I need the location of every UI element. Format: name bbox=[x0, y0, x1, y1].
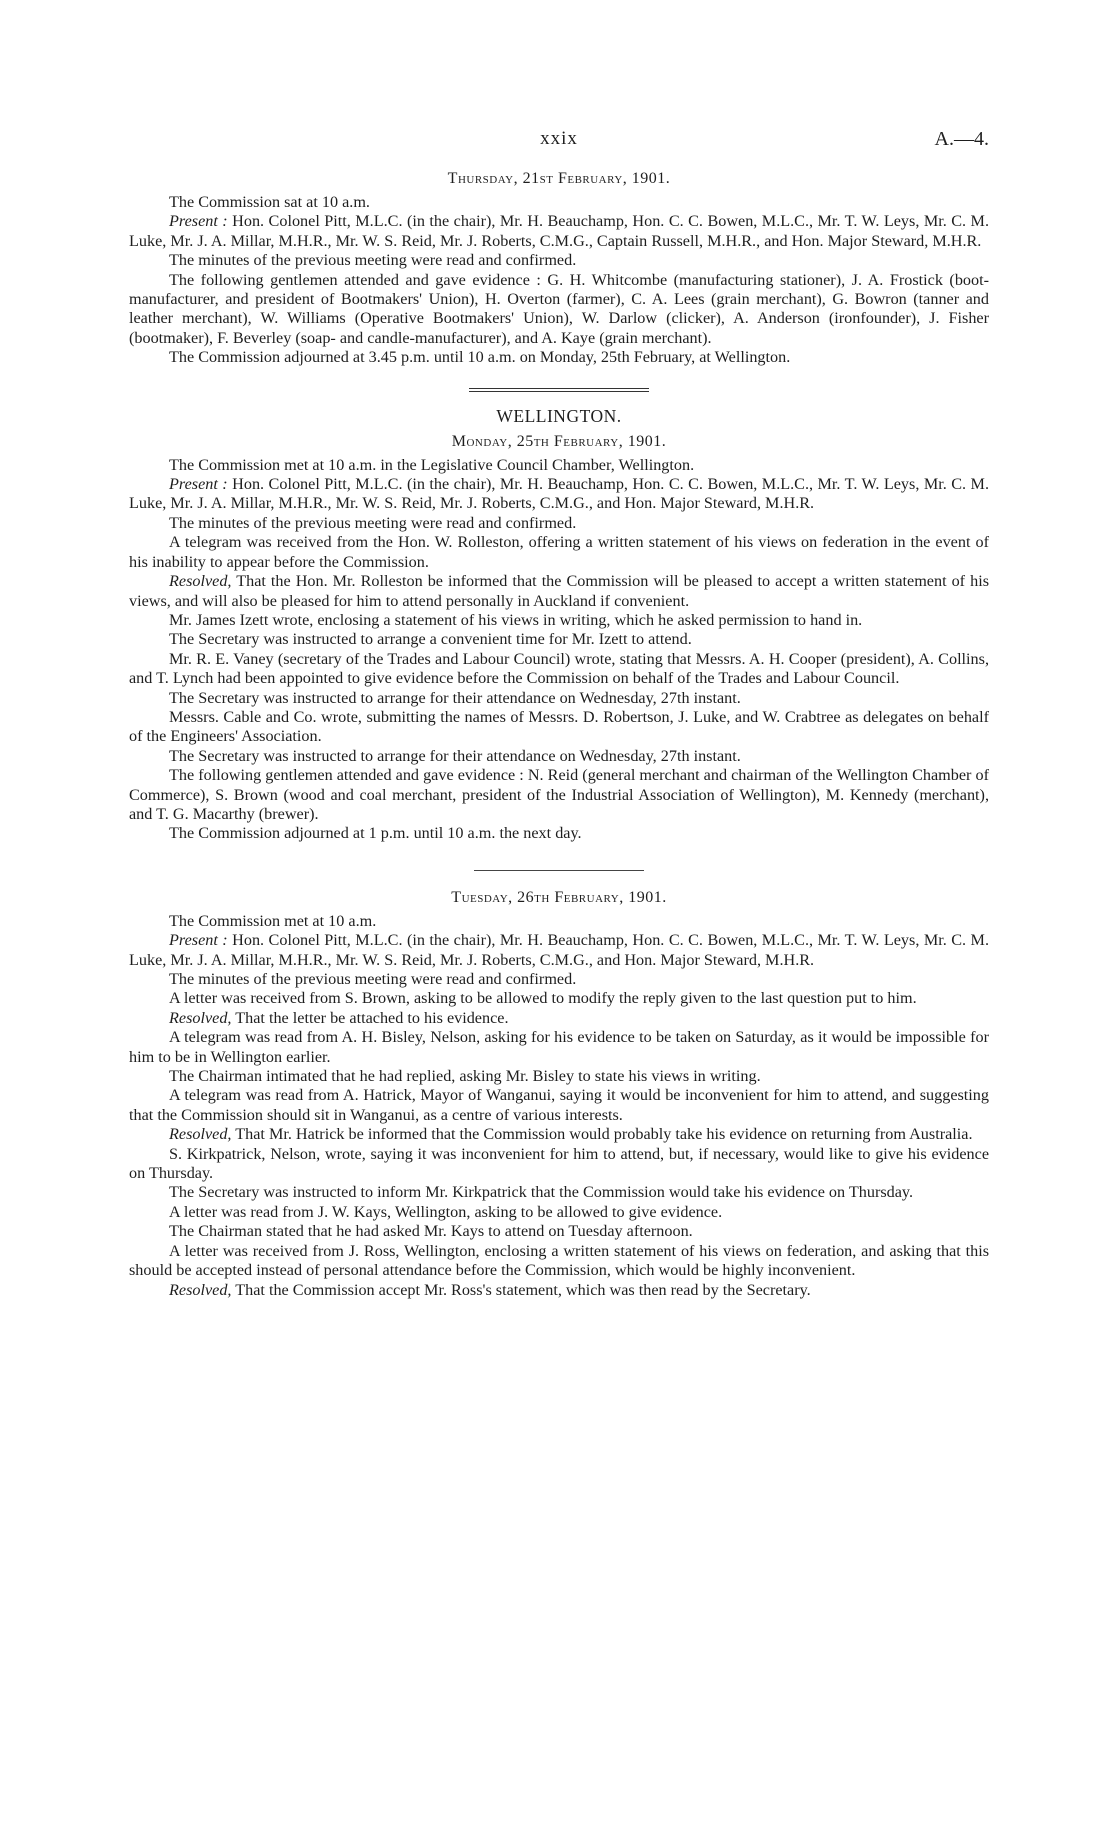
paragraph-lead: Resolved, bbox=[169, 1008, 232, 1027]
paragraph-text: That the letter be attached to his evidence. bbox=[231, 1008, 509, 1027]
section-body bbox=[129, 456, 989, 844]
paragraph-text: Mr. James Izett wrote, enclosing a statement of his views in writing, which he asked permission to hand in. bbox=[169, 610, 863, 629]
minutes-paragraph bbox=[129, 514, 989, 533]
section-body bbox=[129, 193, 989, 368]
paragraph-text: The Secretary was instructed to arrange a convenient time for Mr. Izett to attend. bbox=[169, 630, 692, 649]
minutes-paragraph bbox=[129, 912, 989, 931]
minutes-paragraph bbox=[129, 650, 989, 689]
paragraph-text: A telegram was received from the Hon. W. Rolleston, offering a written statement of his views on federation in the event of his inability to appear before the Commission. bbox=[129, 533, 989, 571]
paragraph-lead: Present : bbox=[169, 475, 228, 494]
paragraph-text: The following gentlemen attended and gave evidence : N. Reid (general merchant and chairman of the Wellington Chamber of Commerce), S. Brown (wood and coal merchant, president of the Industrial Association of Wellington), M. Kennedy (merchant), and T. G. Macarthy (brewer). bbox=[129, 766, 989, 823]
minutes-paragraph bbox=[129, 1009, 989, 1028]
paragraph-text: Hon. Colonel Pitt, M.L.C. (in the chair), Mr. H. Beauchamp, Hon. C. C. Bowen, M.L.C., Mr. T. W. Leys, Mr. C. M. Luke, Mr. J. A. Millar, M.H.R., Mr. W. S. Reid, Mr. J. Roberts, C.M.G., and Hon. Major Steward, M.H.R. bbox=[129, 931, 989, 969]
paragraph-text: That the Commission accept Mr. Ross's statement, which was then read by the Secretary. bbox=[231, 1280, 811, 1299]
minutes-paragraph bbox=[129, 456, 989, 475]
document-reference: A.—4. bbox=[934, 128, 989, 150]
minutes-paragraph bbox=[129, 475, 989, 514]
minutes-paragraph bbox=[129, 1183, 989, 1202]
section-thursday bbox=[129, 170, 989, 368]
paragraph-text: The following gentlemen attended and gave evidence : G. H. Whitcombe (manufacturing stationer), J. A. Frostick (boot-manufacturer, and president of Bootmakers' Union), H. Overton (farmer), C. A. Lees (grain merchant), G. Bowron (tanner and leather merchant), W. Williams (Operative Bootmakers' Union), W. Darlow (clicker), A. Anderson (ironfounder), J. Fisher (bootmaker), F. Beverley (soap- and candle-manufacturer), and A. Kaye (grain merchant). bbox=[129, 270, 989, 347]
paragraph-text: The Commission met at 10 a.m. in the Legislative Council Chamber, Wellington. bbox=[169, 455, 695, 474]
paragraph-text: A letter was received from S. Brown, asking to be allowed to modify the reply given to the last question put to him. bbox=[169, 989, 917, 1008]
minutes-paragraph bbox=[129, 1222, 989, 1241]
paragraph-text: The Commission adjourned at 3.45 p.m. until 10 a.m. on Monday, 25th February, at Wellington. bbox=[169, 348, 791, 367]
paragraph-lead: Present : bbox=[169, 212, 228, 231]
paragraph-text: The minutes of the previous meeting were read and confirmed. bbox=[169, 970, 577, 988]
minutes-paragraph bbox=[129, 533, 989, 572]
section-monday bbox=[129, 406, 989, 844]
section-body bbox=[129, 912, 989, 1300]
minutes-paragraph bbox=[129, 931, 989, 970]
minutes-paragraph bbox=[129, 989, 989, 1008]
section-divider bbox=[474, 870, 644, 871]
paragraph-text: The Commission met at 10 a.m. bbox=[169, 911, 377, 930]
paragraph-text: A telegram was read from A. Hatrick, Mayor of Wanganui, saying it would be inconvenient for him to attend, and suggesting that the Commission should sit in Wanganui, as a centre of various interests. bbox=[129, 1086, 989, 1124]
minutes-paragraph bbox=[129, 1067, 989, 1086]
paragraph-text: Messrs. Cable and Co. wrote, submitting the names of Messrs. D. Robertson, J. Luke, and W. Crabtree as delegates on behalf of the Engineers' Association. bbox=[129, 707, 989, 746]
minutes-paragraph bbox=[129, 766, 989, 824]
paragraph-text: A letter was received from J. Ross, Wellington, enclosing a written statement of his views on federation, and asking that this should be accepted instead of personal attendance before the Commission, which would be highly inconvenient. bbox=[129, 1241, 989, 1280]
minutes-paragraph bbox=[129, 611, 989, 630]
page-number: xxix bbox=[540, 128, 578, 149]
paragraph-lead: Present : bbox=[169, 931, 228, 950]
minutes-paragraph bbox=[129, 1086, 989, 1125]
minutes-paragraph bbox=[129, 1281, 989, 1300]
paragraph-text: The minutes of the previous meeting were read and confirmed. bbox=[169, 513, 577, 532]
minutes-paragraph bbox=[129, 212, 989, 251]
minutes-paragraph bbox=[129, 630, 989, 649]
minutes-paragraph bbox=[129, 1028, 989, 1067]
document-page bbox=[129, 128, 989, 1300]
minutes-paragraph bbox=[129, 824, 989, 843]
paragraph-lead: Resolved, bbox=[169, 1280, 232, 1299]
section-divider bbox=[469, 388, 649, 392]
section-place: WELLINGTON. bbox=[496, 405, 622, 426]
minutes-paragraph bbox=[129, 1125, 989, 1144]
section-date: Thursday, 21st February, 1901. bbox=[447, 170, 671, 187]
paragraph-text: The minutes of the previous meeting were read and confirmed. bbox=[169, 251, 577, 270]
section-date: Monday, 25th February, 1901. bbox=[451, 432, 667, 450]
minutes-paragraph bbox=[129, 689, 989, 708]
section-date: Tuesday, 26th February, 1901. bbox=[451, 888, 667, 906]
minutes-paragraph bbox=[129, 348, 989, 367]
paragraph-lead: Resolved, bbox=[169, 1125, 232, 1144]
paragraph-text: S. Kirkpatrick, Nelson, wrote, saying it was inconvenient for him to attend, but, if necessary, would like to give his evidence on Thursday. bbox=[129, 1144, 989, 1183]
minutes-paragraph bbox=[129, 251, 989, 270]
paragraph-text: Mr. R. E. Vaney (secretary of the Trades and Labour Council) wrote, stating that Messrs. A. H. Cooper (president), A. Collins, and T. Lynch had been appointed to give evidence before the Commission on behalf of the Trades and Labour Council. bbox=[129, 649, 989, 688]
paragraph-text: The Chairman stated that he had asked Mr. Kays to attend on Tuesday afternoon. bbox=[169, 1222, 693, 1241]
paragraph-text: Hon. Colonel Pitt, M.L.C. (in the chair), Mr. H. Beauchamp, Hon. C. C. Bowen, M.L.C., Mr. T. W. Leys, Mr. C. M. Luke, Mr. J. A. Millar, M.H.R., Mr. W. S. Reid, Mr. J. Roberts, C.M.G., and Hon. Major Steward, M.H.R. bbox=[129, 475, 989, 513]
paragraph-text: The Secretary was instructed to arrange for their attendance on Wednesday, 27th instant. bbox=[169, 688, 741, 707]
paragraph-text: The Secretary was instructed to inform Mr. Kirkpatrick that the Commission would take his evidence on Thursday. bbox=[169, 1183, 914, 1202]
minutes-paragraph bbox=[129, 970, 989, 989]
paragraph-text: That Mr. Hatrick be informed that the Commission would probably take his evidence on returning from Australia. bbox=[231, 1125, 973, 1144]
paragraph-text: The Secretary was instructed to arrange for their attendance on Wednesday, 27th instant. bbox=[169, 746, 741, 765]
paragraph-text: The Chairman intimated that he had replied, asking Mr. Bisley to state his views in writing. bbox=[169, 1067, 761, 1086]
paragraph-text: A telegram was read from A. H. Bisley, Nelson, asking for his evidence to be taken on Saturday, as it would be impossible for him to be in Wellington earlier. bbox=[129, 1028, 989, 1066]
minutes-paragraph bbox=[129, 271, 989, 349]
paragraph-text: The Commission adjourned at 1 p.m. until 10 a.m. the next day. bbox=[169, 824, 582, 843]
paragraph-text: A letter was read from J. W. Kays, Wellington, asking to be allowed to give evidence. bbox=[169, 1202, 723, 1221]
paragraph-text: That the Hon. Mr. Rolleston be informed that the Commission will be pleased to accept a written statement of his views, and will also be pleased for him to attend personally in Auckland if convenient. bbox=[129, 572, 989, 610]
page-header bbox=[129, 128, 989, 164]
section-tuesday bbox=[129, 889, 989, 1300]
minutes-paragraph bbox=[129, 1203, 989, 1222]
paragraph-text: The Commission sat at 10 a.m. bbox=[169, 193, 370, 211]
minutes-paragraph bbox=[129, 1242, 989, 1281]
paragraph-text: Hon. Colonel Pitt, M.L.C. (in the chair), Mr. H. Beauchamp, Hon. C. C. Bowen, M.L.C., Mr. T. W. Leys, Mr. C. M. Luke, Mr. J. A. Millar, M.H.R., Mr. W. S. Reid, Mr. J. Roberts, C.M.G., Captain Russell, M.H.R., and Hon. Major Steward, M.H.R. bbox=[129, 212, 989, 250]
minutes-paragraph bbox=[129, 193, 989, 212]
minutes-paragraph bbox=[129, 1145, 989, 1184]
minutes-paragraph bbox=[129, 572, 989, 611]
minutes-paragraph bbox=[129, 708, 989, 747]
minutes-paragraph bbox=[129, 747, 989, 766]
paragraph-lead: Resolved, bbox=[169, 572, 232, 591]
